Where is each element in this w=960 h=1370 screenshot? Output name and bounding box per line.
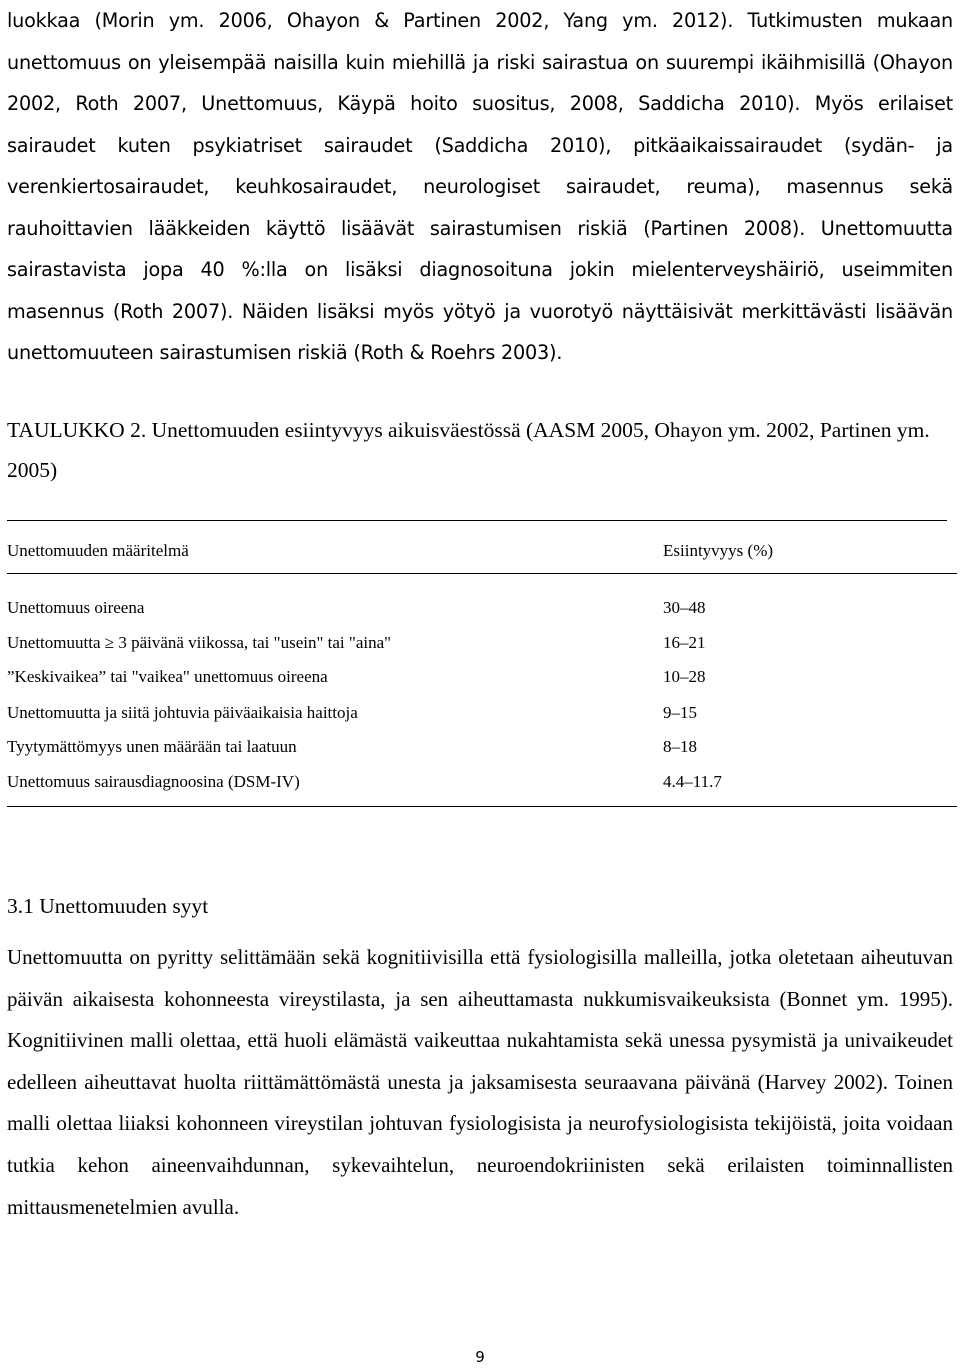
- table-row-6-prevalence: 4.4–11.7: [663, 772, 722, 791]
- table-row-2-definition: Unettomuutta ≥ 3 päivänä viikossa, tai "usein" tai "aina": [7, 633, 392, 652]
- table-row-1-definition: Unettomuus oireena: [7, 598, 145, 617]
- body-paragraph-bottom: Unettomuutta on pyritty selittämään sekä kognitiivisilla että fysiologisilla malleilla, jotka oletetaan aiheutuvan päivän aikaisesta kohonneesta vireystilasta, ja sen aiheuttamasta nukkumisvaikeuksista (Bonnet ym. 1995). Kognitiivinen malli olettaa, että huoli elämästä vaikeuttaa nukahtamista sekä unessa pysymistä ja univaikeudet edelleen aiheuttavat huolta riittämättömästä unesta ja jaksamisesta seuraavana päivänä (Harvey 2002). Toinen malli olettaa liiaksi kohonneen vireystilan johtuvan fysiologisista ja neurofysiologisista tekijöistä, joita voidaan tutkia kehon aineenvaihdunnan, sykevaihtelun, neuroendokriinisten sekä erilaisten toiminnallisten mittausmenetelmien avulla.: [7, 945, 953, 1219]
- table-row-1-prevalence: 30–48: [663, 598, 706, 617]
- section-heading: 3.1 Unettomuuden syyt: [7, 894, 209, 918]
- table-row-3-definition: ”Keskivaikea” tai "vaikea" unettomuus oireena: [7, 667, 328, 686]
- table-row-6-definition: Unettomuus sairausdiagnoosina (DSM-IV): [7, 772, 300, 791]
- table-row-3-prevalence: 10–28: [663, 667, 706, 686]
- table-row-5-definition: Tyytymättömyys unen määrään tai laatuun: [7, 737, 297, 756]
- page-number: 9: [475, 1348, 485, 1366]
- table-row-4-definition: Unettomuutta ja siitä johtuvia päiväaikaisia haittoja: [7, 703, 358, 722]
- table-caption: TAULUKKO 2. Unettomuuden esiintyvyys aikuisväestössä (AASM 2005, Ohayon ym. 2002, Partinen ym. 2005): [7, 418, 930, 482]
- table-row-5-prevalence: 8–18: [663, 737, 697, 756]
- table-bottom-rule: [7, 806, 957, 807]
- table-row-2-prevalence: 16–21: [663, 633, 706, 652]
- table-top-rule: [7, 520, 947, 521]
- table-header-rule: [7, 573, 957, 574]
- table-row-4-prevalence: 9–15: [663, 703, 697, 722]
- table-header-prevalence: Esiintyvyys (%): [663, 541, 774, 560]
- table-header-definition: Unettomuuden määritelmä: [7, 541, 189, 560]
- body-paragraph-top: luokkaa (Morin ym. 2006, Ohayon & Partinen 2002, Yang ym. 2012). Tutkimusten mukaan unettomuus on yleisempää naisilla kuin miehillä ja riski sairastua on suurempi ikäihmisillä (Ohayon 2002, Roth 2007, Unettomuus, Käypä hoito suositus, 2008, Saddicha 2010). Myös erilaiset sairaudet kuten psykiatriset sairaudet (Saddicha 2010), pitkäaikaissairaudet (sydän- ja verenkiertosairaudet, keuhkosairaudet, neurologiset sairaudet, reuma), masennus sekä rauhoittavien lääkkeiden käyttö lisäävät sairastumisen riskiä (Partinen 2008). Unettomuutta sairastavista jopa 40 %:lla on lisäksi diagnosoituna jokin mielenterveyshäiriö, useimmiten masennus (Roth 2007). Näiden lisäksi myös yötyö ja vuorotyö näyttäisivät merkittävästi lisäävän unettomuuteen sairastumisen riskiä (Roth & Roehrs 2003).: [7, 9, 953, 364]
